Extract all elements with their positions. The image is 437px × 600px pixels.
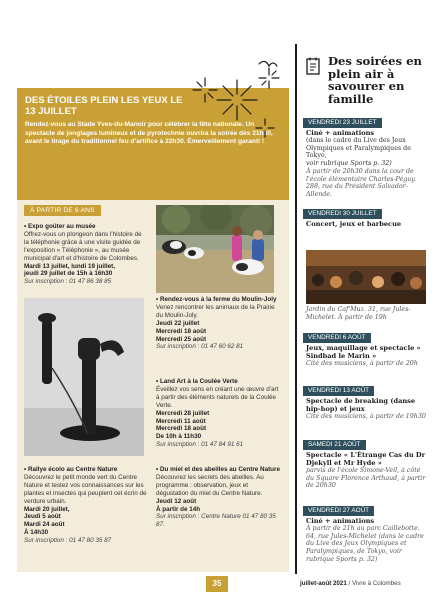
activity-signup: Sur inscription : 01 47 80 35 87 bbox=[24, 537, 112, 545]
feature-title: DES ÉTOILES PLEIN LES YEUX LE 13 JUILLET bbox=[25, 95, 183, 117]
activity-date: Jeudi 5 août bbox=[24, 513, 61, 521]
event-sindbad bbox=[306, 344, 426, 368]
activity-signup: Sur inscription : Centre Nature 01 47 80 35 87. bbox=[156, 513, 276, 529]
event-breaking bbox=[306, 397, 426, 421]
activity-date: Mercredi 18 août bbox=[156, 425, 207, 433]
footer-separator: / bbox=[348, 580, 352, 587]
activity-signup: Sur inscription : 01 47 86 38 85 bbox=[24, 278, 112, 286]
activity-ferme-moulin-joly bbox=[156, 296, 280, 351]
activity-land-art bbox=[156, 378, 280, 449]
event-date-badge: VENDREDI 27 AOÛT bbox=[303, 506, 374, 516]
event-jekyll-hyde bbox=[306, 451, 426, 490]
activity-date: Mercredi 18 août bbox=[156, 327, 207, 335]
activity-title: • Rallye écolo au Centre Nature bbox=[24, 466, 118, 473]
activity-date: Jeudi 12 août bbox=[156, 497, 197, 505]
event-concert bbox=[306, 220, 426, 228]
event-info: À partir de 20h30 dans la cour de l'école élémentaire Charles-Péguy. 288, rue du Président Salvador-Allende. bbox=[306, 167, 417, 198]
concert-photo bbox=[306, 250, 426, 304]
event-cine-1 bbox=[306, 129, 426, 199]
activity-date: Mercredi 11 août bbox=[156, 417, 206, 425]
notepad-icon bbox=[306, 57, 322, 75]
event-title: Ciné + animations bbox=[306, 517, 375, 525]
event-date-badge: SAMEDI 21 AOÛT bbox=[303, 440, 366, 450]
activity-desc: Découvrez les secrets des abeilles. Au programme : observation, jeux et dégustation du miel du Centre Nature. bbox=[156, 473, 264, 497]
activity-title: • Land Art à la Coulée Verte bbox=[156, 378, 238, 385]
fireworks-icon bbox=[175, 56, 290, 156]
activity-desc: Offrez-vous un plongeon dans l'histoire de la téléphonie grâce à une visite guidée de l'exposition « Téléphonie », au musée municipal d'art et d'histoire de Colombes. bbox=[24, 230, 142, 262]
activity-miel-abeilles bbox=[156, 466, 280, 529]
sidebar-title: Des soirées en plein air à savourer en famille bbox=[328, 54, 422, 106]
activity-date: De 10h à 11h30 bbox=[156, 433, 202, 441]
event-title: Ciné + animations bbox=[306, 129, 375, 137]
activity-date: À partir de 14h bbox=[156, 505, 201, 513]
farm-photo bbox=[156, 205, 274, 293]
activity-date: Mercredi 28 juillet bbox=[156, 409, 210, 417]
antique-telephone-image bbox=[24, 298, 144, 456]
event-info: À partir de 21h au parc Caillebotte. 64, rue Jules-Michelet (dans le cadre du Live des Jeux Olympiques et Paralympiques, de Tokyo, voir rubrique Sports p. 32) bbox=[306, 525, 424, 563]
event-date-badge: VENDREDI 13 AOÛT bbox=[303, 386, 374, 396]
event-date-badge: VENDREDI 6 AOÛT bbox=[303, 333, 371, 343]
activity-title: • Expo goûter au musée bbox=[24, 223, 96, 230]
activity-rallye-ecolo bbox=[24, 466, 148, 545]
event-desc: (dans le cadre du Live des Jeux Olympiques et Paralympiques de Tokyo, bbox=[306, 137, 411, 160]
event-desc-italic: voir rubrique Sports p. 32) bbox=[306, 160, 392, 168]
age-badge: À PARTIR DE 6 ANS bbox=[24, 205, 101, 216]
activity-date: jeudi 29 juillet de 15h à 16h30 bbox=[24, 270, 113, 278]
activity-desc: Découvrez le petit monde vert du Centre Nature et testez vos connaissances sur les plantes et insectes qui peuplent cet écrin de verdure urbain. bbox=[24, 473, 147, 505]
activity-desc: Venez rencontrer les animaux de la Prairie du Moulin-Joly. bbox=[156, 303, 275, 319]
event-title: Concert, jeux et barbecue bbox=[306, 220, 402, 228]
event-info: Cité des musiciens, à partir de 19h30 bbox=[306, 413, 426, 420]
event-info: Cité des musiciens, à partir de 20h bbox=[306, 360, 418, 367]
activity-date: Mardi 24 août bbox=[24, 521, 65, 529]
event-info: Jardin du Caf'Muz. 31, rue Jules-Michelet. À partir de 19h bbox=[306, 306, 411, 321]
event-title: Jeux, maquillage et spectacle « Sindbad le Marin » bbox=[306, 344, 421, 360]
top-margin bbox=[0, 0, 437, 38]
feature-body: Rendez-vous au Stade Yves-du-Manoir pour célébrer la fête nationale. Un spectacle de jonglages lumineux et de pyrotechnie ouvrira la soirée dès 21h30, avant le tirage du traditionnel feu d'artifice à 22h30. Émerveillement garanti ! bbox=[25, 121, 273, 146]
page-number: 35 bbox=[206, 576, 228, 592]
event-date-badge: VENDREDI 30 JUILLET bbox=[303, 209, 382, 219]
activity-date: Jeudi 22 juillet bbox=[156, 319, 200, 327]
event-cine-2 bbox=[306, 517, 426, 564]
event-title: Spectacle « L'Étrange Cas du Dr Djekyll et Mr Hyde » bbox=[306, 451, 426, 467]
activity-desc: Éveillez vos sens en créant une œuvre d'art à partir des éléments naturels de la Coulée Verte. bbox=[156, 385, 279, 409]
column-divider bbox=[295, 44, 297, 574]
footer-text bbox=[300, 580, 401, 587]
footer-issue: juillet-août 2021 bbox=[300, 580, 347, 587]
activity-signup: Sur inscription : 01 47 84 91 61 bbox=[156, 441, 244, 449]
event-title: Spectacle de breaking (danse hip-hop) et jeux bbox=[306, 397, 416, 413]
activity-expo-gouter bbox=[24, 223, 148, 286]
event-concert-info bbox=[306, 306, 426, 321]
event-date-badge: VENDREDI 23 JUILLET bbox=[303, 118, 382, 128]
activity-date: À 14h30 bbox=[24, 529, 49, 537]
footer-magazine: Vivre à Colombes bbox=[351, 580, 401, 587]
activity-date: Mardi 13 juillet, lundi 19 juillet, bbox=[24, 262, 115, 270]
activity-date: Mercredi 25 août bbox=[156, 335, 207, 343]
activity-date: Mardi 20 juillet, bbox=[24, 505, 70, 513]
activity-signup: Sur inscription : 01 47 60 62 81 bbox=[156, 343, 244, 351]
activity-title: • Du miel et des abeilles au Centre Nature bbox=[156, 466, 280, 473]
event-info: parvis de l'école Simone-Veil, à côté du Square Florence Arthaud, à partir de 20h30 bbox=[306, 467, 426, 490]
activity-title: • Rendez-vous à la ferme du Moulin-Joly bbox=[156, 296, 277, 303]
